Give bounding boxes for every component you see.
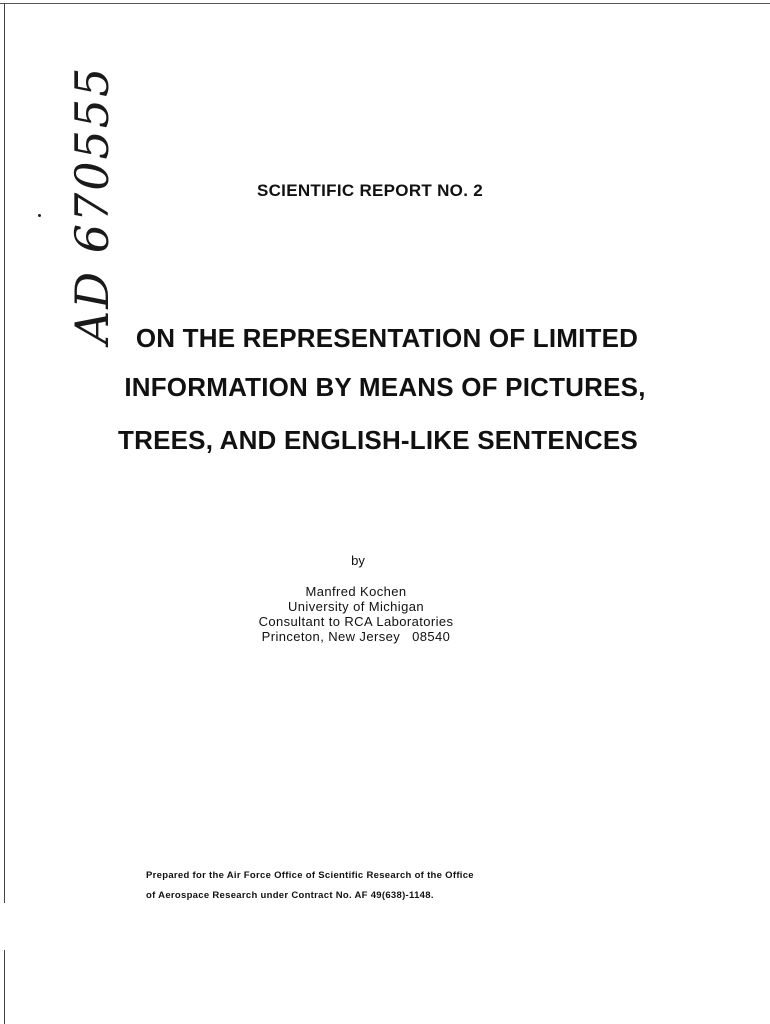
title-line-1: ON THE REPRESENTATION OF LIMITED [135,323,639,353]
scan-speck [38,214,41,217]
author-name: Manfred Kochen [305,584,407,599]
accession-number: AD 670555 [65,65,119,344]
handwritten-accession-stamp [64,58,120,344]
by-label: by [351,553,365,568]
author-block [0,584,712,644]
sponsorship-line-1: Prepared for the Air Force Office of Scientific Research of the Office [146,870,474,881]
left-border-line-lower [4,950,5,1024]
title-line-2: INFORMATION BY MEANS OF PICTURES, [124,372,646,402]
author-location: Princeton, New Jersey 08540 [261,629,451,644]
author-affiliation: University of Michigan [288,599,424,614]
top-border-line [0,3,770,4]
author-role: Consultant to RCA Laboratories [258,614,454,629]
sponsorship-line-2: of Aerospace Research under Contract No. AF 49(638)-1148. [146,890,434,901]
sponsorship-note [146,866,626,906]
title-line-3: TREES, AND ENGLISH-LIKE SENTENCES [118,425,638,455]
report-number: SCIENTIFIC REPORT NO. 2 [256,181,484,200]
